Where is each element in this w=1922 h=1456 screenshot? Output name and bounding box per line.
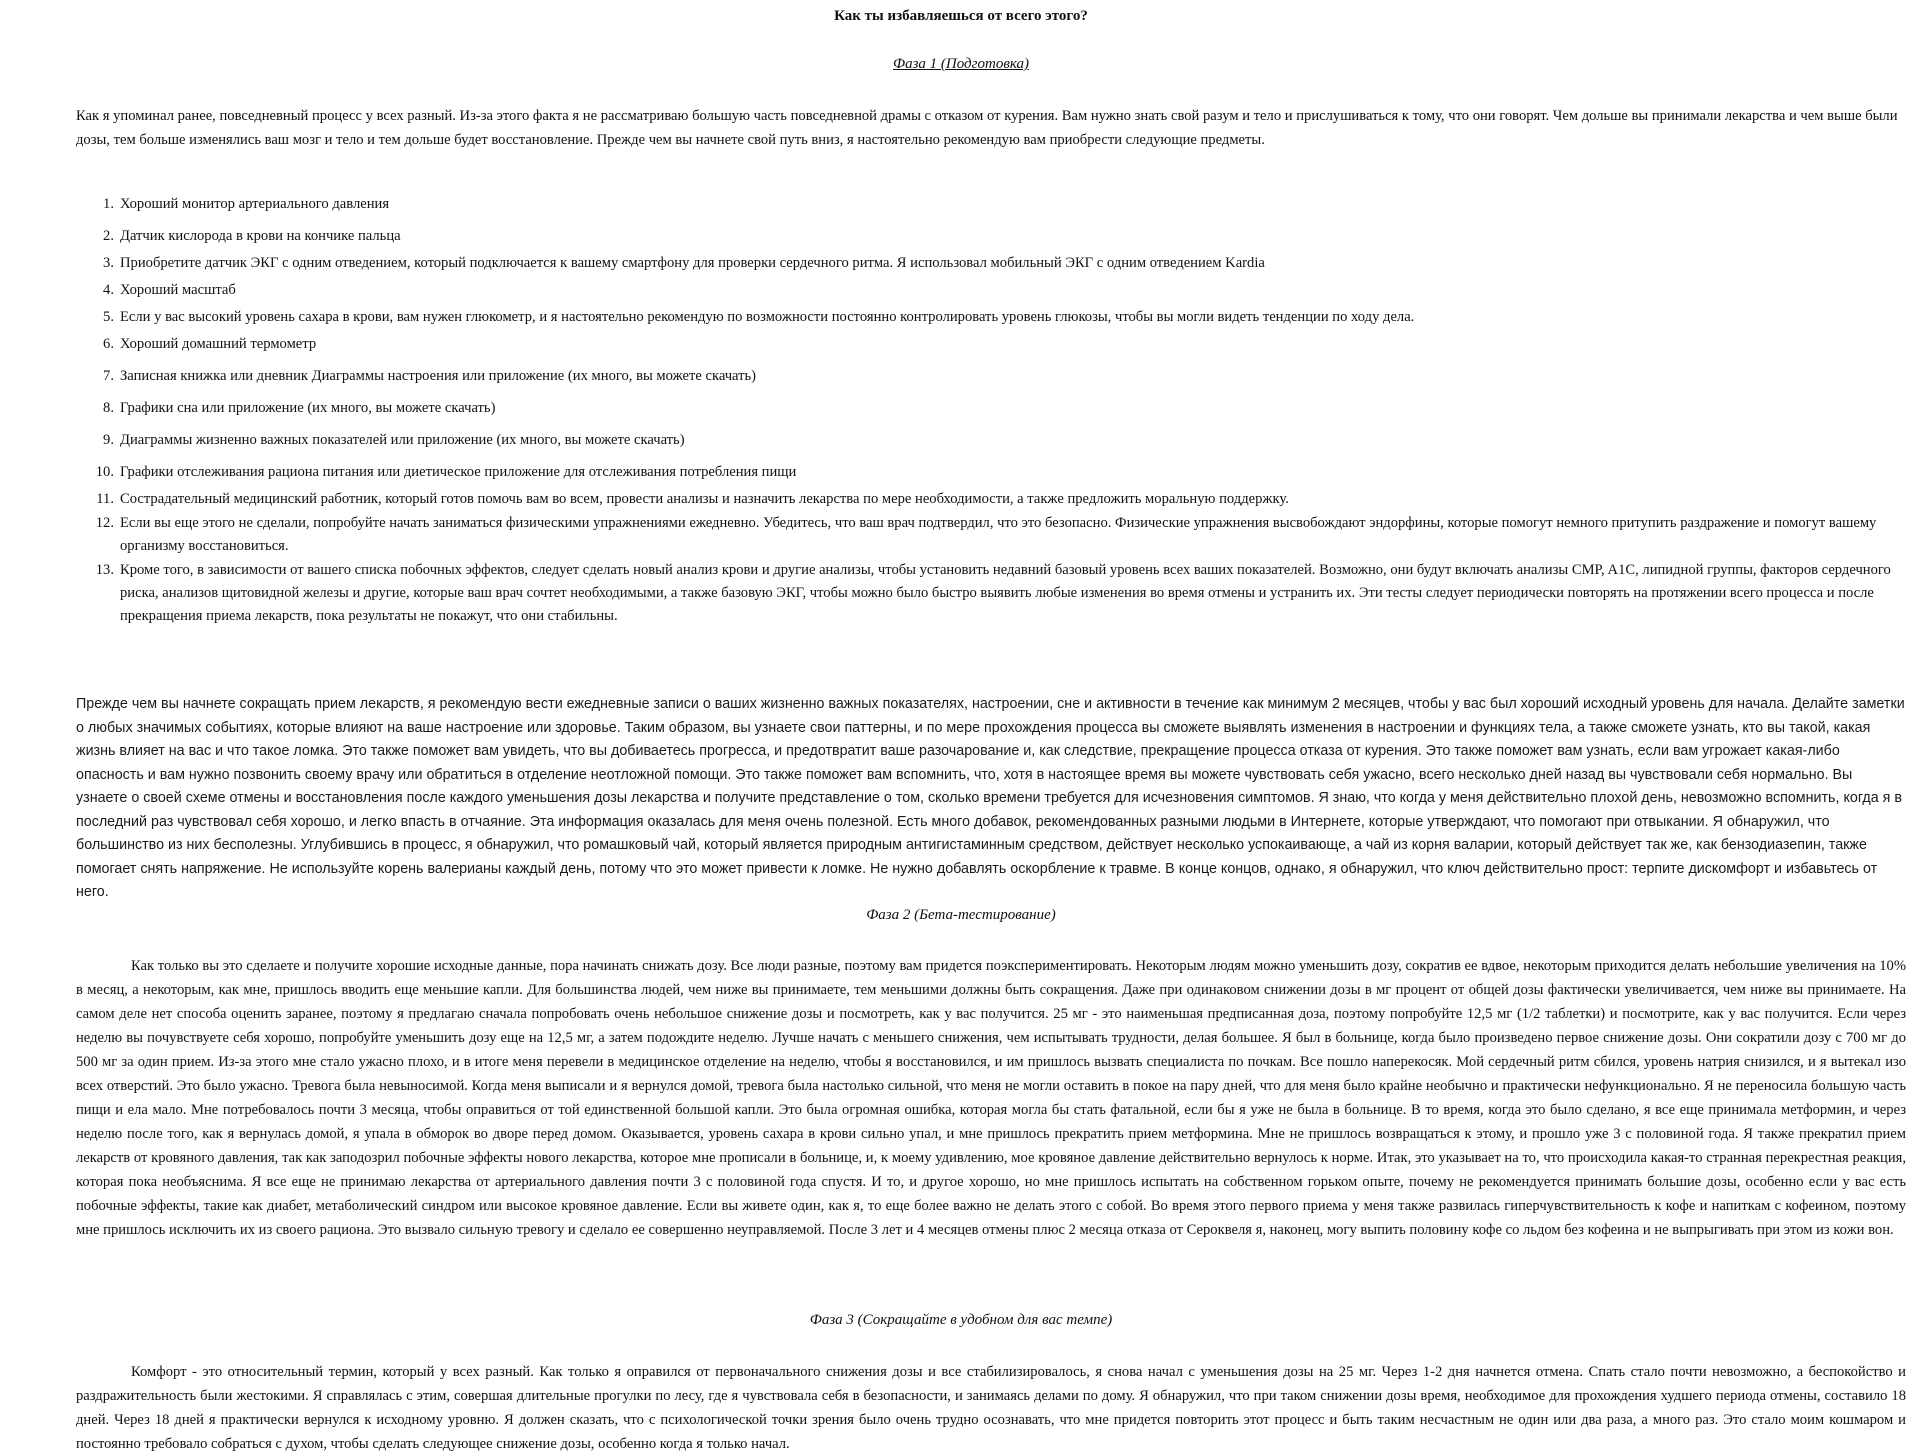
phase1-intro: Как я упоминал ранее, повседневный процесс у всех разный. Из-за этого факта я не рассматриваю большую часть повседневной драмы с отказом от курения. Вам нужно знать свой разум и тело и прислушиваться к тому, что они говорят. Чем дольше вы принимали лекарства и чем выше были дозы, тем больше изменялись ваш мозг и тело и тем дольше будет восстановление. Прежде чем вы начнете свой путь вниз, я настоятельно рекомендую вам приобрести следующие предметы. [76, 108, 1898, 148]
phase3-heading: Фаза 3 (Сокращайте в удобном для вас темпе) [809, 1312, 1113, 1328]
list-item: 5. Если у вас высокий уровень сахара в крови, вам нужен глюкометр, и я настоятельно рекомендую по возможности постоянно контролировать уровень глюкозы, чтобы вы могли видеть тенденции по ходу дела. [103, 309, 1415, 325]
document-title: Как ты избавляешься от всего этого? [834, 8, 1088, 24]
phase2-text: Как только вы это сделаете и получите хорошие исходные данные, пора начинать снижать дозу. Все люди разные, поэтому вам придется поэкспериментировать. Некоторым людям можно уменьшить дозу, сократив ее вдвое, некоторым приходится делать небольшие увеличения на 10% в месяц, а некоторым, как мне, пришлось вводить еще меньшие капли. Для большинства людей, чем ниже вы принимаете, тем меньшими должны быть сокращения. Даже при одинаковом снижении дозы в мг процент от общей дозы фактически увеличивается, чем ниже вы принимаете. На самом деле нет способа оценить заранее, поэтому я предлагаю сначала попробовать очень небольшое снижение дозы и посмотреть, как у вас получится. 25 мг - это наименьшая предписанная доза, поэтому попробуйте 12,5 мг (1/2 таблетки) и посмотрите, как у вас получится. Если через неделю вы почувствуете себя хорошо, попробуйте уменьшить дозу еще на 12,5 мг, а затем подождите неделю. Лучше начать с меньшего снижения, чем испытывать трудности, делая большее. Я был в больнице, когда было произведено первое снижение дозы. Они сократили дозу с 700 мг до 500 мг за один прием. Из-за этого мне стало ужасно плохо, и в итоге меня перевели в медицинское отделение на неделю, чтобы я восстановился, и им пришлось вызвать специалиста по почкам. Все пошло наперекосяк. Мой сердечный ритм сбился, уровень натрия снизился, и я вытекал изо всех отверстий. Это было ужасно. Тревога была невыносимой. Когда меня выписали и я вернулся домой, тревога была настолько сильной, что меня не могли оставить в покое на пару дней, что для меня было крайне необычно и практически нефункционально. Я не переносила большую часть пищи и ела мало. Мне потребовалось почти 3 месяца, чтобы оправиться от той единственной большой капли. Это была огромная ошибка, которая могла бы стать фатальной, если бы я уже не была в больнице. В то время, когда это было сделано, я все еще принимала метформин, и через неделю после того, как я вернулась домой, я упала в обморок во дворе перед домом. Оказывается, уровень сахара в крови сильно упал, и мне пришлось прекратить прием метформина. Мне не пришлось возвращаться к этому, и прошло уже 3 с половиной года. Я также прекратил прием лекарств от кровяного давления, так как заподозрил побочные эффекты нового лекарства, которое мне прописали в больнице, и, к моему удивлению, мое кровяное давление действительно вернулось к норме. Итак, это указывает на то, что происходила какая-то странная перекрестная реакция, которая пока необъяснима. Я все еще не принимаю лекарства от артериального давления почти 3 с половиной года спустя. И то, и другое хорошо, но мне пришлось испытать на собственном горьком опыте, почему не рекомендуется принимать большие дозы, особенно если у вас есть побочные эффекты, такие как диабет, метаболический синдром или высокое кровяное давление. Если вы живете один, как я, то еще более важно не делать этого с собой. Во время этого первого приема у меня также развилась гиперчувствительность к кофе и напиткам с кофеином, поэтому мне пришлось исключить их из своего рациона. Это вызвало сильную тревогу и сделало ее совершенно неуправляемой. После 3 лет и 4 месяцев отмены плюс 2 месяца отказа от Сероквеля я, наконец, могу выпить половину кофе со льдом без кофеина и не выпрыгивать при этом из кожи вон. [76, 958, 1906, 1238]
list-item: 10. Графики отслеживания рациона питания или диетическое приложение для отслеживания потребления пищи [95, 464, 797, 480]
phase1-heading [0, 56, 1922, 73]
list-item: 3. Приобретите датчик ЭКГ с одним отведением, который подключается к вашему смартфону для проверки сердечного ритма. Я использовал мобильный ЭКГ с одним отведением Kardia [103, 255, 1265, 271]
list-item: 13. Кроме того, в зависимости от вашего списка побочных эффектов, следует сделать новый анализ крови и другие анализы, чтобы установить недавний базовый уровень всех ваших показателей. Возможно, они будут включать анализы CMP, A1C, липидной группы, факторов сердечного риска, анализов щитовидной железы и другие, которые ваш врач сочтет необходимыми, а также базовую ЭКГ, чтобы можно было быстро выявить любые изменения во время отмены и устранить их. Эти тесты следует периодически повторять на протяжении всего процесса и после прекращения приема лекарств, пока результаты не покажут, что они стабильны. [95, 562, 1891, 624]
list-item: 9. Диаграммы жизненно важных показателей или приложение (их много, вы можете скачать) [103, 432, 685, 448]
list-item: 12. Если вы еще этого не сделали, попробуйте начать заниматься физическими упражнениями ежедневно. Убедитесь, что ваш врач подтвердил, что это безопасно. Физические упражнения высвобождают эндорфины, которые помогут немного притупить раздражение и помогут вашему организму восстановиться. [95, 515, 1877, 554]
phase2-heading: Фаза 2 (Бета-тестирование) [866, 907, 1056, 923]
phase3-text: Комфорт - это относительный термин, который у всех разный. Как только я оправился от первоначального снижения дозы и все стабилизировалось, я снова начал с уменьшения дозы на 25 мг. Через 1-2 дня начнется отмена. Спать стало почти невозможно, а беспокойство и раздражительность были жестокими. Я справлялась с этим, совершая длительные прогулки по лесу, где я чувствовала себя в безопасности, и занимаясь делами по дому. Я обнаружил, что при таком снижении дозы время, необходимое для прохождения худшего периода отмены, составило 18 дней. Через 18 дней я практически вернулся к исходному уровню. Я должен сказать, что с психологической точки зрения было очень трудно осознавать, что мне придется повторить этот процесс и быть таким несчастным не один или два раза, а много раз. Это стало моим кошмаром и постоянно требовало собраться с духом, чтобы сделать следующее снижение дозы, особенно когда я только начал. [76, 1364, 1906, 1452]
list-item: 1. Хороший монитор артериального давления [103, 196, 390, 212]
list-item: 4. Хороший масштаб [103, 282, 236, 298]
list-item: 6. Хороший домашний термометр [103, 336, 317, 352]
phase1-heading-text: Фаза 1 (Подготовка) [893, 56, 1029, 72]
list-item: 11. Сострадательный медицинский работник, который готов помочь вам во всем, провести анализы и назначить лекарства по мере необходимости, а также предложить моральную поддержку. [96, 491, 1289, 507]
supplies-list [88, 193, 1908, 628]
list-item: 2. Датчик кислорода в крови на кончике пальца [103, 228, 401, 244]
phase1-records: Прежде чем вы начнете сокращать прием лекарств, я рекомендую вести ежедневные записи о ваших жизненно важных показателях, настроении, сне и активности в течение как минимум 2 месяцев, чтобы у вас был хороший исходный уровень для начала. Делайте заметки о любых значимых событиях, которые влияют на ваше настроение или здоровье. Таким образом, вы узнаете свои паттерны, и по мере прохождения процесса вы сможете выявлять изменения в настроении и функциях тела, а также сможете узнать, кто вы такой, какая жизнь влияет на вас и что такое ломка. Это также поможет вам увидеть, что вы добиваетесь прогресса, и предотвратит ваше разочарование и, как следствие, прекращение процесса отказа от курения. Это также поможет вам узнать, если вам угрожает какая-либо опасность и вам нужно позвонить своему врачу или обратиться в отделение неотложной помощи. Это также поможет вам вспомнить, что, хотя в настоящее время вы можете чувствовать себя ужасно, всего несколько дней назад вы чувствовали себя нормально. Вы узнаете о своей схеме отмены и восстановления после каждого уменьшения дозы лекарства и получите представление о том, сколько времени требуется для исчезновения симптомов. Я знаю, что когда у меня действительно плохой день, невозможно вспомнить, когда я в последний раз чувствовал себя хорошо, и легко впасть в отчаяние. Эта информация оказалась для меня очень полезной. Есть много добавок, рекомендованных разными людьми в Интернете, которые утверждают, что помогают при отвыкании. Я обнаружил, что большинство из них бесполезны. Углубившись в процесс, я обнаружил, что ромашковый чай, который является природным антигистаминным средством, действует несколько успокаивающе, а чай из корня валарии, который действует так же, как бензодиазепин, также помогает снять напряжение. Не используйте корень валерианы каждый день, потому что это может привести к ломке. Не нужно добавлять оскорбление к травме. В конце концов, однако, я обнаружил, что ключ действительно прост: терпите дискомфорт и избавьтесь от него. [76, 696, 1905, 900]
list-item: 8. Графики сна или приложение (их много, вы можете скачать) [103, 400, 496, 416]
list-item: 7. Записная книжка или дневник Диаграммы настроения или приложение (их много, вы можете скачать) [103, 368, 757, 384]
